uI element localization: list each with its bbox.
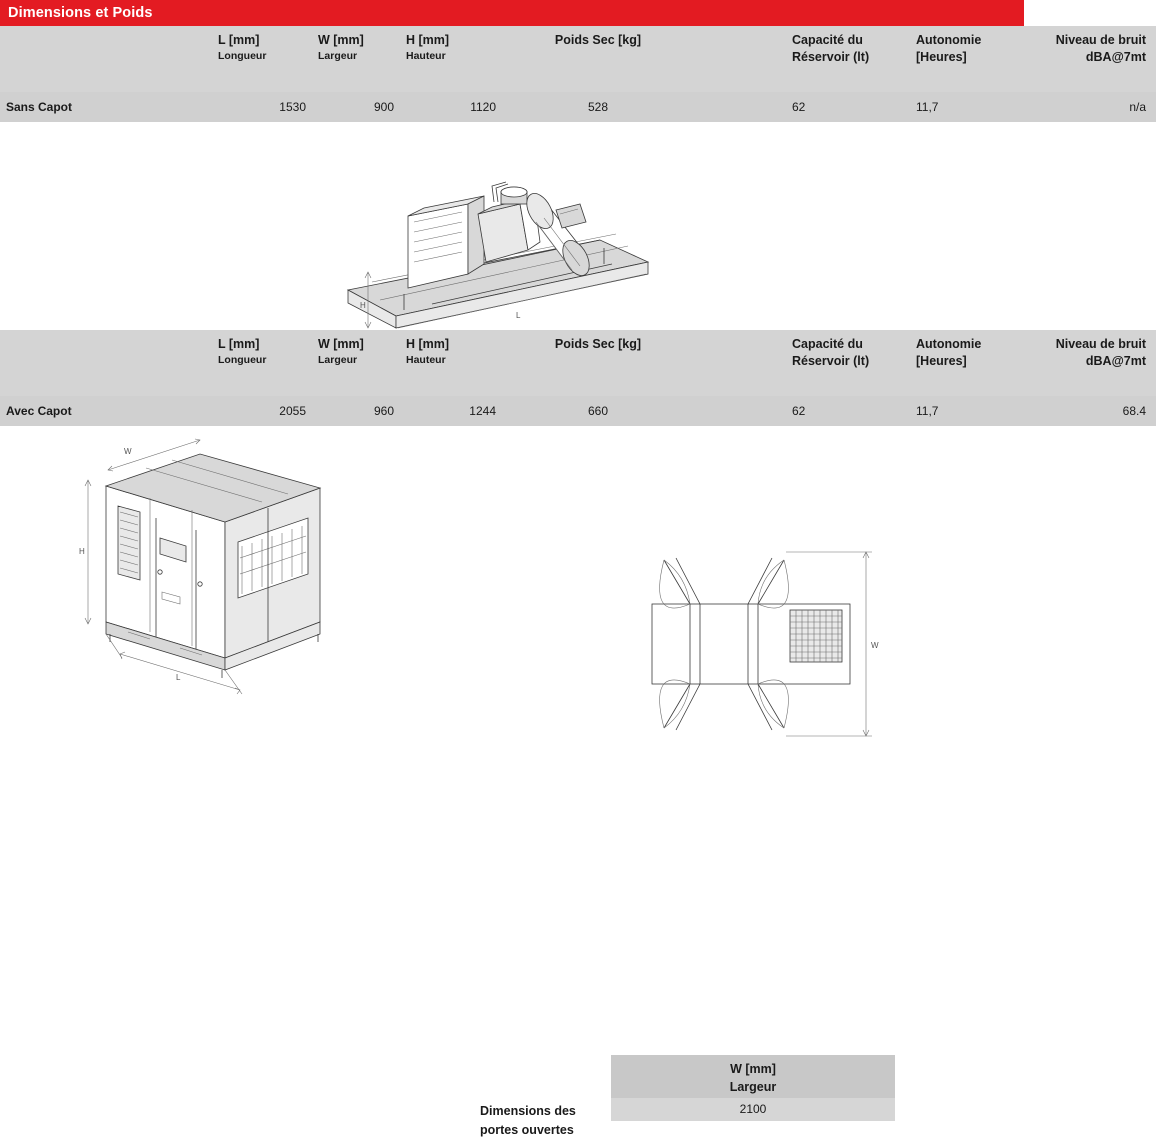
header-width bbox=[312, 330, 400, 396]
mini-header-main: W [mm] bbox=[730, 1062, 776, 1076]
header-noise bbox=[1014, 330, 1156, 396]
header-length-sub: Longueur bbox=[218, 49, 267, 62]
header-autonomy-main: Autonomie bbox=[916, 33, 982, 47]
dim-canopy-height-label: H bbox=[79, 547, 85, 556]
table-row bbox=[0, 92, 1156, 122]
header-height bbox=[400, 330, 502, 396]
header-height-main: H [mm] bbox=[406, 337, 450, 351]
header-width-sub: Largeur bbox=[318, 353, 358, 366]
header-noise-main: Niveau de bruit bbox=[1055, 33, 1146, 47]
canopy-drawings-svg bbox=[0, 426, 1024, 756]
row-label-sans-capot: Sans Capot bbox=[0, 92, 212, 122]
page-title: Dimensions et Poids bbox=[8, 5, 153, 21]
header-dry-weight-main: Poids Sec [kg] bbox=[554, 337, 642, 351]
header-width bbox=[312, 26, 400, 92]
header-height-sub: Hauteur bbox=[406, 353, 446, 366]
dim-length-label: L bbox=[516, 311, 521, 320]
header-noise bbox=[1014, 26, 1156, 92]
header-tank-sub: Réservoir (lt) bbox=[792, 49, 870, 64]
header-tank bbox=[786, 330, 910, 396]
cell-autonomy: 11,7 bbox=[910, 396, 1014, 426]
dim-canopy-length-label: L bbox=[176, 673, 181, 682]
table-header-row bbox=[0, 26, 1156, 92]
header-autonomy-sub: [Heures] bbox=[916, 353, 967, 368]
cell-tank: 62 bbox=[786, 396, 910, 426]
cell-dry-weight: 528 bbox=[502, 92, 694, 122]
header-spacer bbox=[694, 26, 786, 92]
cell-spacer bbox=[694, 396, 786, 426]
doors-caption-line2: portes ouvertes bbox=[480, 1123, 574, 1138]
mini-value-row bbox=[611, 1098, 895, 1121]
cell-height: 1120 bbox=[400, 92, 502, 122]
header-tank-sub: Réservoir (lt) bbox=[792, 353, 870, 368]
header-length-main: L [mm] bbox=[218, 33, 260, 47]
header-label bbox=[0, 26, 212, 92]
mini-value-cell: 2100 bbox=[611, 1098, 895, 1121]
open-genset-svg bbox=[0, 122, 1024, 330]
spec-table-avec-capot bbox=[0, 330, 1156, 426]
spec-table-sans-capot bbox=[0, 26, 1156, 122]
header-length-sub: Longueur bbox=[218, 353, 267, 366]
drawing-canopy-area bbox=[0, 426, 1024, 1138]
header-noise-sub: dBA@7mt bbox=[1085, 49, 1146, 64]
cell-width: 900 bbox=[312, 92, 400, 122]
section-title-bar bbox=[0, 0, 1024, 26]
cell-tank: 62 bbox=[786, 92, 910, 122]
doors-caption-line1: Dimensions des bbox=[480, 1104, 576, 1118]
header-tank-main: Capacité du bbox=[792, 33, 863, 47]
mini-header-sub: Largeur bbox=[729, 1080, 777, 1095]
header-autonomy bbox=[910, 26, 1014, 92]
cell-noise: n/a bbox=[1014, 92, 1156, 122]
header-tank-main: Capacité du bbox=[792, 337, 863, 351]
header-tank bbox=[786, 26, 910, 92]
header-dry-weight bbox=[502, 330, 694, 396]
header-autonomy-sub: [Heures] bbox=[916, 49, 967, 64]
cell-spacer bbox=[694, 92, 786, 122]
header-height bbox=[400, 26, 502, 92]
cell-width: 960 bbox=[312, 396, 400, 426]
header-autonomy-main: Autonomie bbox=[916, 337, 982, 351]
canopy-isometric bbox=[79, 439, 320, 694]
mini-header-cell bbox=[611, 1055, 895, 1098]
header-length-main: L [mm] bbox=[218, 337, 260, 351]
header-length bbox=[212, 330, 312, 396]
header-dry-weight bbox=[502, 26, 694, 92]
cell-length: 1530 bbox=[212, 92, 312, 122]
row-label-avec-capot: Avec Capot bbox=[0, 396, 212, 426]
cell-dry-weight: 660 bbox=[502, 396, 694, 426]
header-length bbox=[212, 26, 312, 92]
header-autonomy bbox=[910, 330, 1014, 396]
header-width-sub: Largeur bbox=[318, 49, 358, 62]
cell-autonomy: 11,7 bbox=[910, 92, 1014, 122]
header-spacer bbox=[694, 330, 786, 396]
cell-noise: 68.4 bbox=[1014, 396, 1156, 426]
header-width-main: W [mm] bbox=[318, 33, 364, 47]
doors-open-width-table bbox=[611, 1055, 895, 1121]
dim-height-label: H bbox=[360, 301, 366, 310]
header-width-main: W [mm] bbox=[318, 337, 364, 351]
header-noise-sub: dBA@7mt bbox=[1085, 353, 1146, 368]
table-row bbox=[0, 396, 1156, 426]
dim-topview-width-label: W bbox=[871, 641, 879, 650]
doors-open-caption bbox=[480, 1102, 600, 1141]
table-header-row bbox=[0, 330, 1156, 396]
header-noise-main: Niveau de bruit bbox=[1055, 337, 1146, 351]
drawing-open-genset bbox=[0, 122, 1024, 330]
header-dry-weight-main: Poids Sec [kg] bbox=[554, 33, 642, 47]
header-height-main: H [mm] bbox=[406, 33, 450, 47]
cell-length: 2055 bbox=[212, 396, 312, 426]
header-label bbox=[0, 330, 212, 396]
dim-canopy-width-label: W bbox=[124, 447, 132, 456]
canopy-top-view-doors-open bbox=[652, 552, 879, 736]
header-height-sub: Hauteur bbox=[406, 49, 446, 62]
mini-header-row bbox=[611, 1055, 895, 1098]
cell-height: 1244 bbox=[400, 396, 502, 426]
